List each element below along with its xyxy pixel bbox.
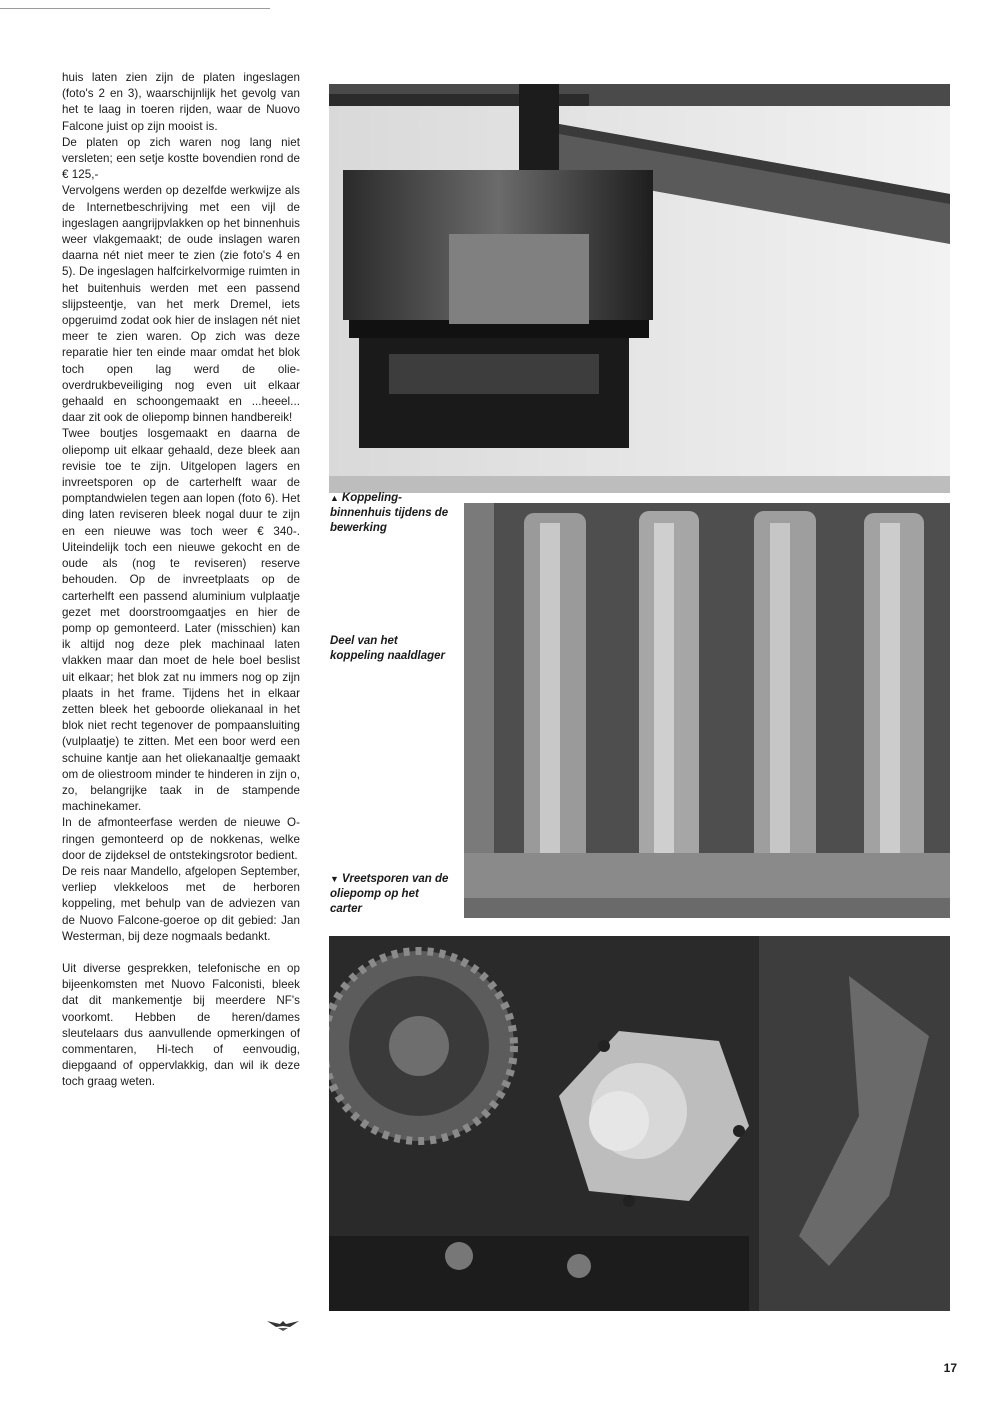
caption-photo-3 xyxy=(330,872,450,917)
photo-needle-bearing xyxy=(464,503,950,918)
article-paragraph: In de afmonteerfase werden de nieuwe O-ringen gemonteerd op de nokkenas, welke door de zijdeksel de ontstekingsrotor bedient. xyxy=(62,816,300,862)
header-rule xyxy=(0,8,270,9)
article-paragraph: De platen op zich waren nog lang niet versleten; een setje kostte bovendien rond de € 125,- xyxy=(62,135,300,182)
page-number: 17 xyxy=(943,1361,957,1375)
caption-photo-2 xyxy=(330,634,450,664)
article-column xyxy=(62,70,300,1091)
article-paragraph: Uit diverse gesprekken, telefonische en op bijeenkomsten met Nuovo Falconisti, bleek dat dit mankementje bij meerdere NF's voorkomt. Hebben de heren/dames sleutelaars dus aanvullende opmerkingen of commentaren, Hi-tech of eenvoudig, diepgaand of oppervlakkig, dan wil ik deze toch graag weten. xyxy=(62,961,300,1089)
article-paragraph: Twee boutjes losgemaakt en daarna de oliepomp uit elkaar gehaald, deze bleek aan revisie toe te zijn. Uitgelopen lagers en invreetsporen op de carterhelft waar de pomptandwielen tegen aan lopen (foto 6). Het ding laten reviseren bleek nogal duur te zijn en een nieuwe was toch weer € 340-. Uiteindelijk toch een nieuwe gekocht en de oude als (nog te reviseren) reserve behouden. Op de invreetplaats op de carterhelft een passend aluminium vulplaatje gezet met doorstroomgaatjes en hier de pomp op gemonteerd. Later (misschien) kan ik altijd nog deze plek machinaal laten vlakken maar dan moet de hele boel beslist uit elkaar; het blok zat nu immers nog op zijn plaats in het frame. Tijdens het in elkaar zetten bleek het geboorde oliekanaal in het blok niet recht tegenover de pompaansluiting (vulplaatje) te zitten. Met een boor werd een schuine kantje aan het oliekanaaltje gemaakt om de oliestroom minder te hinderen in zijn o, zo, belangrijke taak in de stampende machinekamer. xyxy=(62,427,300,814)
article-paragraph: huis laten zien zijn de platen ingeslagen (foto's 2 en 3), waarschijnlijk het gevolg van het te laag in toeren rijden, waar de Nuovo Falcone juist op zijn mooist is. xyxy=(62,71,300,133)
article-paragraph: De reis naar Mandello, afgelopen September, verliep vlekkeloos met de herboren koppeling, met behulp van de adviezen van de Nuovo Falcone-goeroe op dit gebied: Jan Westerman, bij deze nogmaals bedankt. xyxy=(62,864,300,943)
photo-oil-pump-carter xyxy=(329,936,950,1311)
caption-marker: ▼ xyxy=(330,874,339,884)
caption-text: Vreetsporen van de oliepomp op het carter xyxy=(330,873,449,915)
caption-photo-1 xyxy=(330,491,458,536)
photo-clutch-inner-housing xyxy=(329,84,950,493)
eagle-logo-icon xyxy=(266,1318,300,1332)
caption-text: Koppeling-binnenhuis tijdens de bewerking xyxy=(330,492,449,534)
caption-text: Deel van het koppeling naaldlager xyxy=(330,635,446,662)
article-paragraph: Vervolgens werden op dezelfde werkwijze als de Internetbeschrijving met een vijl de ingeslagen aangrijpvlakken op het binnenhuis weer vlakgemaakt; de oude inslagen waren daarna nét niet meer te zien (zie foto's 4 en 5). De ingeslagen halfcirkelvormige ruimten in het buitenhuis werden met een passend slijpsteentje, van het merk Dremel, iets opgeruimd zodat ook hier de inslagen nét niet meer te zien waren. Op zich was deze reparatie hier ten einde maar omdat het blok toch open lag werd de olie-overdrukbeveiliging nog even uit elkaar gehaald en schoongemaakt en ...heeel... daar zit ook de oliepomp binnen handbereik! xyxy=(62,184,300,425)
caption-marker: ▲ xyxy=(330,493,339,503)
